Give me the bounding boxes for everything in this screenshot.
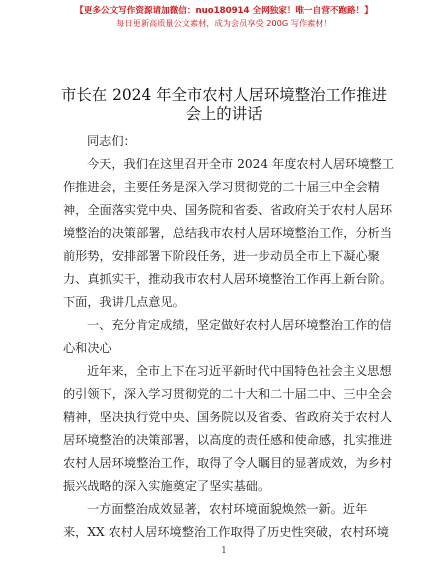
paragraph-line: 境整治的决策部署，总结我市农村人居环境整治工作，分析当 bbox=[63, 226, 393, 240]
paragraph-line: 神，全面落实党中央、国务院和省委、省政府关于农村人居环 bbox=[63, 203, 393, 217]
paragraph-line: 精神，坚决执行党中央、国务院以及省委、省政府关于农村人 bbox=[63, 410, 393, 424]
paragraph-line: 近年来，全市上下在习近平新时代中国特色社会主义思想 bbox=[87, 364, 392, 378]
section-heading-line: 一、充分肯定成绩，坚定做好农村人居环境整治工作的信 bbox=[87, 318, 392, 332]
paragraph-line: 作推进会，主要任务是深入学习贯彻党的二十届三中全会精 bbox=[63, 180, 380, 194]
paragraph-line: 前形势，安排部署下阶段任务，进一步动员全市上下凝心聚 bbox=[63, 249, 380, 263]
paragraph-3 bbox=[63, 498, 389, 544]
document-title bbox=[40, 86, 408, 124]
salutation bbox=[63, 130, 385, 153]
paragraph-1 bbox=[63, 153, 394, 314]
paragraph-line: 下面，我讲几点意见。 bbox=[63, 295, 185, 309]
document-title-line-2: 会上的讲话 bbox=[185, 105, 263, 123]
document-title-line-1: 市长在 2024 年全市农村人居环境整治工作推进 bbox=[61, 86, 387, 104]
page-number: 1 bbox=[221, 546, 227, 556]
paragraph-line: 居环境整治的决策部署，以高度的责任感和使命感，扎实推进 bbox=[63, 433, 393, 447]
promo-banner-line-1: 【更多公文写作资源请加微信：nuo180914 全网独家！唯一自营不跑路！】 bbox=[75, 6, 373, 16]
paragraph-line: 来，XX 农村人居环境整治工作取得了历史性突破，农村环境 bbox=[63, 525, 389, 539]
salutation-text: 同志们： bbox=[87, 134, 136, 148]
paragraph-line: 振兴战略的深入实施奠定了坚实基础。 bbox=[63, 479, 271, 493]
paragraph-line: 一方面整治成效显著，农村环境面貌焕然一新。近年 bbox=[87, 502, 368, 516]
paragraph-2 bbox=[63, 360, 393, 498]
section-heading-1 bbox=[63, 314, 392, 360]
paragraph-line: 今天，我们在这里召开全市 2024 年度农村人居环境整工 bbox=[87, 157, 394, 171]
paragraph-line: 农村人居环境整治工作，取得了令人瞩目的显著成效，为乡村 bbox=[63, 456, 393, 470]
paragraph-line: 的引领下，深入学习贯彻党的二十大和二十届二中、三中全会 bbox=[63, 387, 393, 401]
section-heading-line: 心和决心 bbox=[63, 341, 112, 355]
paragraph-line: 力、真抓实干，推动我市农村人居环境整治工作再上新台阶。 bbox=[63, 272, 393, 286]
promo-banner-line-2: 每日更新高质量公文素材，成为会员享受 200G 写作素材！ bbox=[116, 18, 332, 28]
promo-banner bbox=[0, 5, 448, 30]
document-body bbox=[63, 130, 394, 544]
